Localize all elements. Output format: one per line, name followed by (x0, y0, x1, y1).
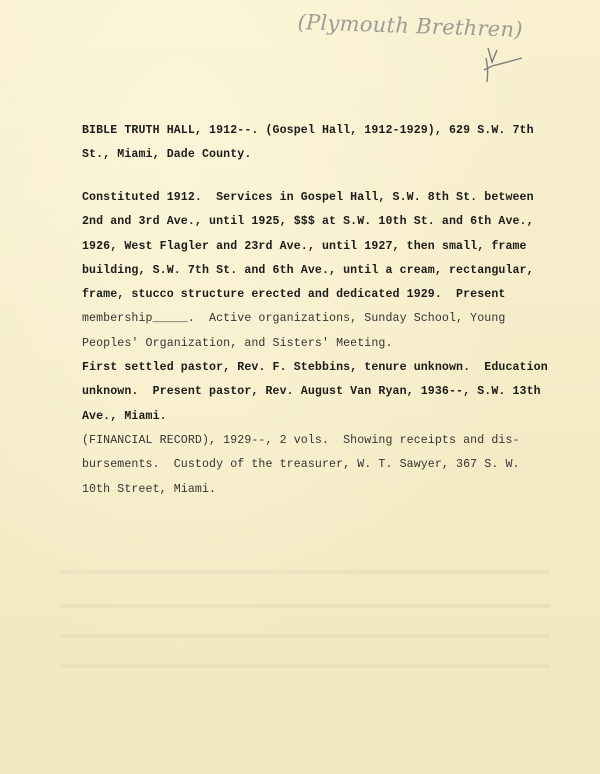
typed-line: frame, stucco structure erected and dedicated 1929. Present (82, 288, 506, 302)
show-through-line (60, 570, 550, 574)
typed-line: St., Miami, Dade County. (82, 148, 252, 162)
typed-line: 2nd and 3rd Ave., until 1925, $$$ at S.W. 10th St. and 6th Ave., (82, 215, 534, 229)
pencil-annotation: (Plymouth Brethren) (297, 10, 524, 42)
pencil-check-icon (478, 44, 528, 86)
typed-line: First settled pastor, Rev. F. Stebbins, tenure unknown. Education (82, 361, 548, 375)
entry-title (82, 119, 582, 168)
typed-line: membership_____. Active organizations, Sunday School, Young (82, 312, 506, 326)
typed-line: Ave., Miami. (82, 409, 167, 423)
show-through-line (60, 604, 550, 608)
typed-line: 1926, West Flagler and 23rd Ave., until 1927, then small, frame (82, 239, 527, 253)
typed-line: BIBLE TRUTH HALL, 1912--. (Gospel Hall, 1912-1929), 629 S.W. 7th (82, 124, 534, 137)
show-through-line (60, 664, 550, 668)
typed-line: unknown. Present pastor, Rev. August Van Ryan, 1936--, S.W. 13th (82, 385, 541, 399)
typed-line: 10th Street, Miami. (82, 482, 217, 496)
typed-line: (FINANCIAL RECORD), 1929--, 2 vols. Showing receipts and dis- (82, 433, 520, 447)
show-through-line (60, 634, 550, 638)
entry-body (82, 186, 582, 502)
typed-line: Constituted 1912. Services in Gospel Hall, S.W. 8th St. between (82, 191, 534, 204)
typed-line: bursements. Custody of the treasurer, W. T. Sawyer, 367 S. W. (82, 458, 520, 472)
typed-line: Peoples' Organization, and Sisters' Meeting. (82, 336, 393, 350)
typed-line: building, S.W. 7th St. and 6th Ave., until a cream, rectangular, (82, 263, 534, 277)
